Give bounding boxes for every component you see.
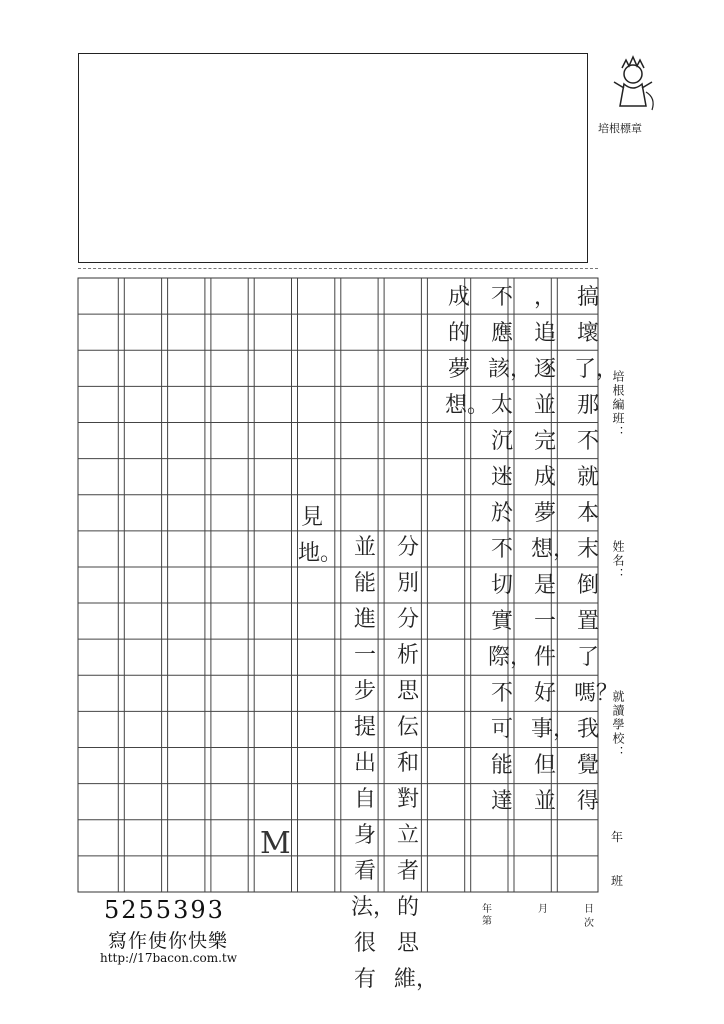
year-label: 年	[482, 904, 492, 915]
class-label: 培根編班：	[611, 370, 625, 440]
ordinal-label: 第	[482, 916, 492, 927]
essay-column-2: ，追逐並完成夢想，是一件好事，但並	[531, 285, 576, 814]
essay-column-4: 成的夢想。	[445, 285, 490, 418]
logo-url: http://17bacon.com.tw	[100, 951, 238, 965]
seal-label: 培根標章	[598, 122, 642, 135]
essay-column-6: 並能進一步提出自身看法，很有	[351, 535, 396, 992]
day-label: 日	[584, 904, 594, 915]
name-label: 姓名：	[611, 540, 625, 582]
class-short-label: 班	[611, 874, 624, 888]
essay-column-1: 搞壞了，那不就本末倒置了嗎？我覺得	[574, 285, 619, 814]
logo-number: 5255393	[104, 896, 225, 924]
month-label: 月	[538, 904, 548, 915]
times-label: 次	[584, 918, 594, 929]
school-label: 就讀學校：	[611, 690, 625, 760]
comment-box	[78, 53, 588, 263]
essay-column-5: 分別分析思伝和對立者的思維，	[394, 535, 439, 992]
grader-mark: M	[260, 826, 291, 861]
grade-label: 年	[611, 830, 624, 844]
bacon-seal-icon	[608, 52, 658, 118]
essay-column-3: 不應該，太沉迷於不切實際，不可能達	[488, 285, 533, 814]
divider-line	[78, 268, 598, 269]
essay-column-7: 見地。	[298, 505, 343, 566]
logo-name: 寫作使你快樂	[108, 930, 229, 952]
